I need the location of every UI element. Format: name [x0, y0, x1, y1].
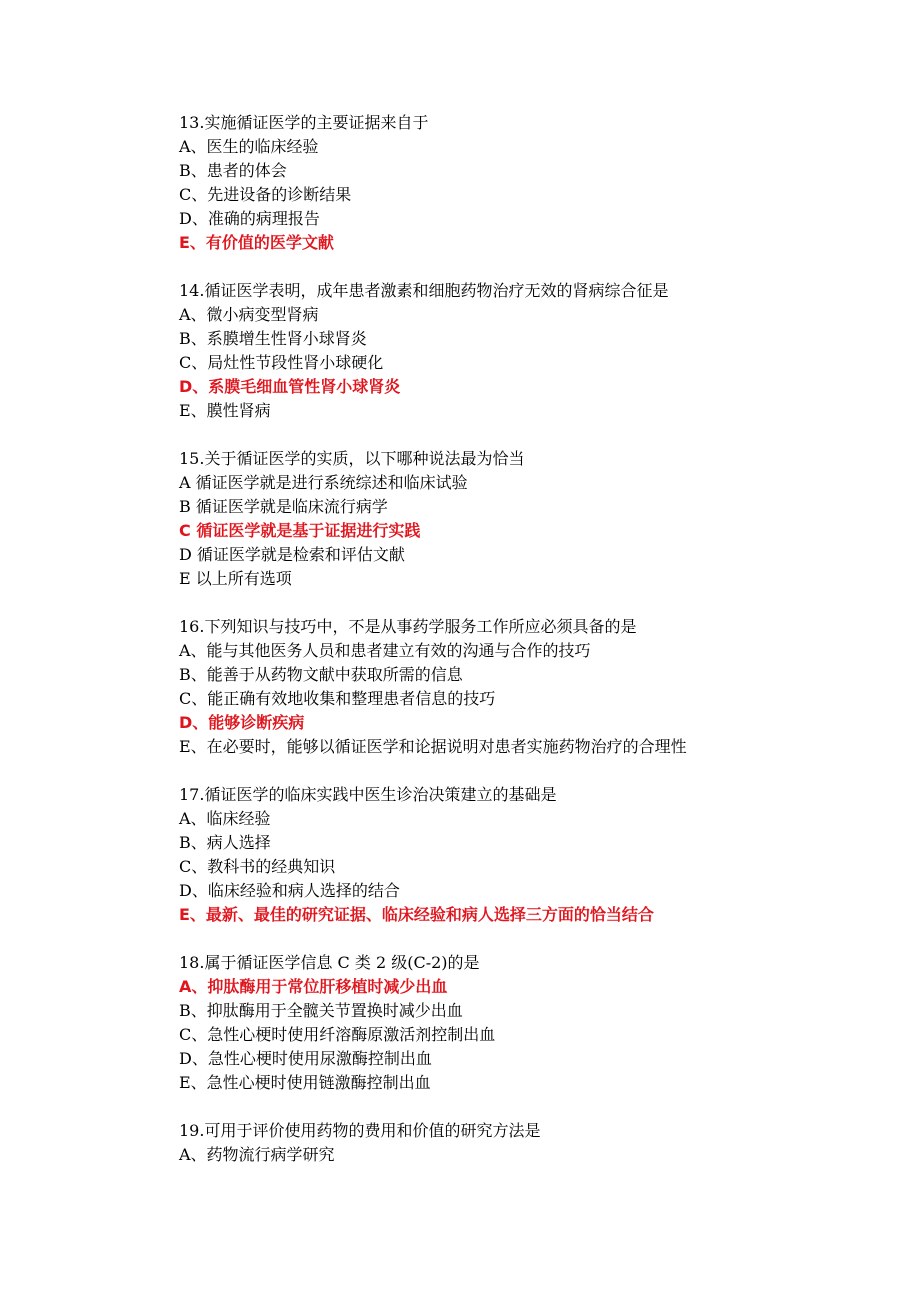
question-block [179, 951, 879, 1095]
answer-option: C、能正确有效地收集和整理患者信息的技巧 [179, 689, 496, 708]
answer-option: E、膜性肾病 [179, 401, 271, 420]
answer-option: A、医生的临床经验 [179, 137, 319, 156]
answer-option: E、在必要时，能够以循证医学和论据说明对患者实施药物治疗的合理性 [179, 737, 687, 756]
answer-option: B、病人选择 [179, 833, 271, 852]
answer-option: A、微小病变型肾病 [179, 305, 319, 324]
answer-option: A、临床经验 [179, 809, 271, 828]
answer-option: C、先进设备的诊断结果 [179, 185, 352, 204]
answer-option: D、准确的病理报告 [179, 209, 320, 228]
question-stem: 19.可用于评价使用药物的费用和价值的研究方法是 [179, 1121, 541, 1140]
correct-answer-option: A、抑肽酶用于常位肝移植时减少出血 [179, 977, 448, 996]
answer-option: B、能善于从药物文献中获取所需的信息 [179, 665, 463, 684]
question-block [179, 1119, 879, 1167]
question-stem: 17.循证医学的临床实践中医生诊治决策建立的基础是 [179, 785, 557, 804]
question-stem: 13.实施循证医学的主要证据来自于 [179, 113, 429, 132]
question-stem: 14.循证医学表明，成年患者激素和细胞药物治疗无效的肾病综合征是 [179, 281, 669, 300]
question-stem: 18.属于循证医学信息 C 类 2 级(C-2)的是 [179, 953, 480, 972]
answer-option: D、临床经验和病人选择的结合 [179, 881, 400, 900]
answer-option: E 以上所有选项 [179, 569, 292, 588]
answer-option: C、局灶性节段性肾小球硬化 [179, 353, 384, 372]
answer-option: C、急性心梗时使用纤溶酶原激活剂控制出血 [179, 1025, 496, 1044]
correct-answer-option: E、有价值的医学文献 [179, 233, 334, 252]
question-block [179, 447, 879, 591]
answer-option: A、药物流行病学研究 [179, 1145, 335, 1164]
question-stem: 16.下列知识与技巧中，不是从事药学服务工作所应必须具备的是 [179, 617, 637, 636]
correct-answer-option: D、系膜毛细血管性肾小球肾炎 [179, 377, 401, 396]
question-block [179, 783, 879, 927]
correct-answer-option: C 循证医学就是基于证据进行实践 [179, 521, 421, 540]
question-block [179, 279, 879, 423]
answer-option: B、抑肽酶用于全髋关节置换时减少出血 [179, 1001, 463, 1020]
answer-option: B 循证医学就是临床流行病学 [179, 497, 388, 516]
answer-option: A、能与其他医务人员和患者建立有效的沟通与合作的技巧 [179, 641, 591, 660]
answer-option: B、患者的体会 [179, 161, 287, 180]
answer-option: D 循证医学就是检索和评估文献 [179, 545, 405, 564]
answer-option: D、急性心梗时使用尿激酶控制出血 [179, 1049, 432, 1068]
question-block [179, 615, 879, 759]
answer-option: C、教科书的经典知识 [179, 857, 336, 876]
question-stem: 15.关于循证医学的实质，以下哪种说法最为恰当 [179, 449, 525, 468]
answer-option: A 循证医学就是进行系统综述和临床试验 [179, 473, 468, 492]
document-page [179, 111, 879, 1191]
correct-answer-option: E、最新、最佳的研究证据、临床经验和病人选择三方面的恰当结合 [179, 905, 654, 924]
correct-answer-option: D、能够诊断疾病 [179, 713, 305, 732]
question-block [179, 111, 879, 255]
answer-option: B、系膜增生性肾小球肾炎 [179, 329, 367, 348]
answer-option: E、急性心梗时使用链激酶控制出血 [179, 1073, 431, 1092]
